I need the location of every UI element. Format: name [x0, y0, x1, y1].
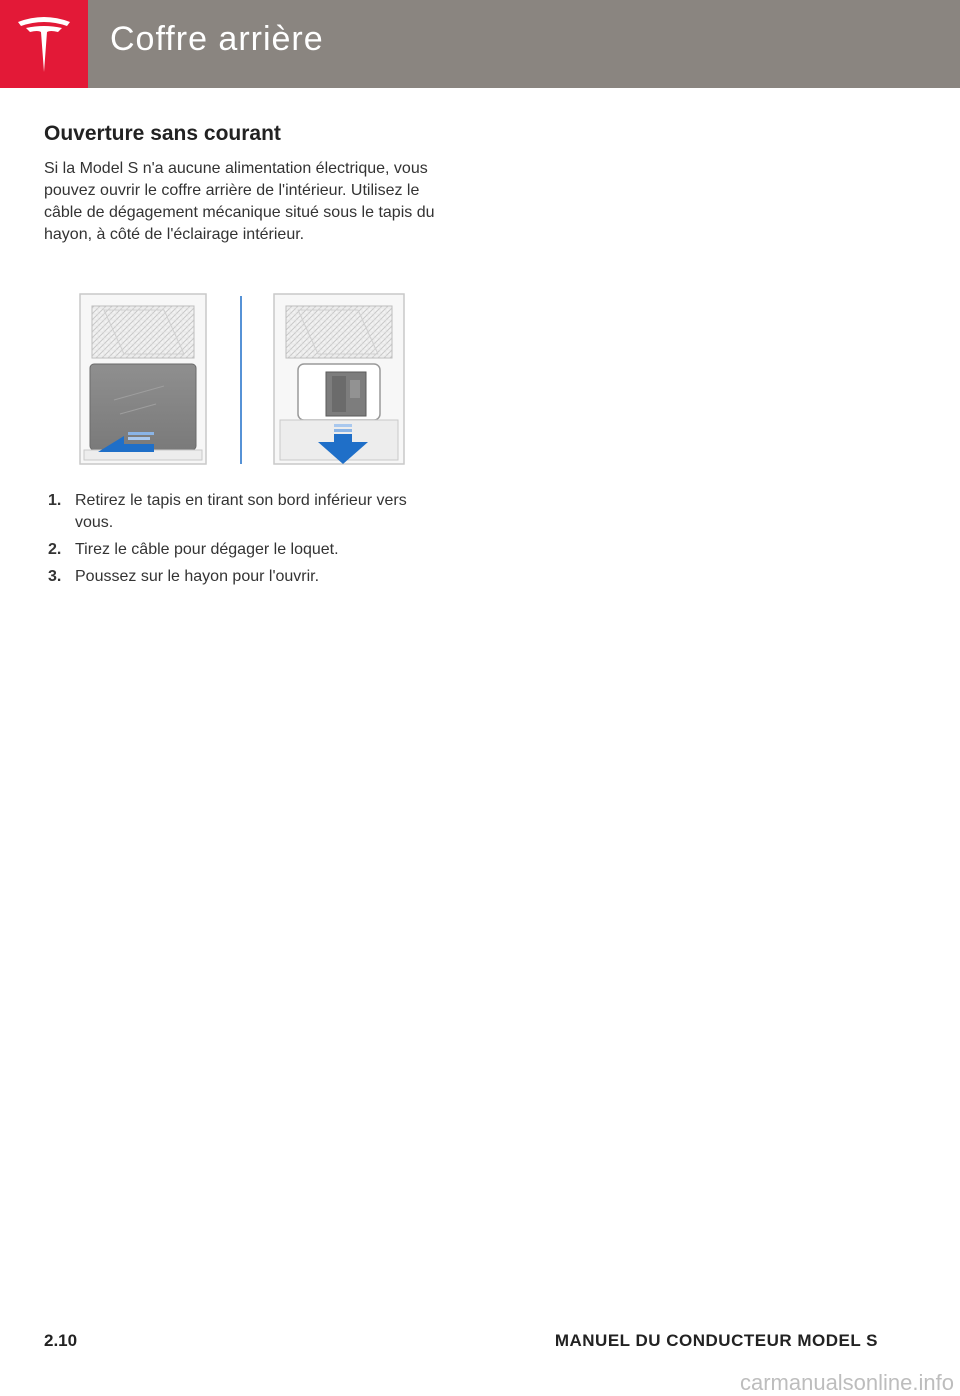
panel-remove-mat — [80, 294, 206, 464]
section-title: Ouverture sans courant — [44, 122, 281, 145]
tailgate-illustration — [44, 290, 440, 470]
step-number: 3. — [48, 568, 62, 585]
page-number: 2.10 — [44, 1331, 78, 1350]
list-item — [44, 566, 444, 588]
step-number: 2. — [48, 541, 62, 558]
list-item — [44, 490, 444, 534]
tesla-logo-icon — [14, 14, 74, 74]
step-text: Tirez le câble pour dégager le loquet. — [75, 541, 339, 558]
main-content — [44, 122, 439, 246]
list-item — [44, 539, 444, 561]
logo-box — [0, 0, 88, 88]
step-text: Retirez le tapis en tirant son bord inférieur vers vous. — [75, 492, 407, 531]
watermark: carmanualsonline.info — [739, 1370, 954, 1395]
steps-list — [44, 490, 444, 593]
manual-title: MANUEL DU CONDUCTEUR MODEL S — [554, 1331, 878, 1350]
intro-paragraph: Si la Model S n'a aucune alimentation électrique, vous pouvez ouvrir le coffre arrière de l'intérieur. Utilisez le câble de dégagement mécanique situé sous le tapis du hayon, à côté de l'éclairage intérieur. — [44, 160, 435, 243]
step-text: Poussez sur le hayon pour l'ouvrir. — [75, 568, 320, 585]
page-title: Coffre arrière — [110, 20, 324, 58]
page-header — [0, 0, 960, 88]
panel-pull-cable — [274, 294, 404, 464]
step-number: 1. — [48, 492, 62, 509]
